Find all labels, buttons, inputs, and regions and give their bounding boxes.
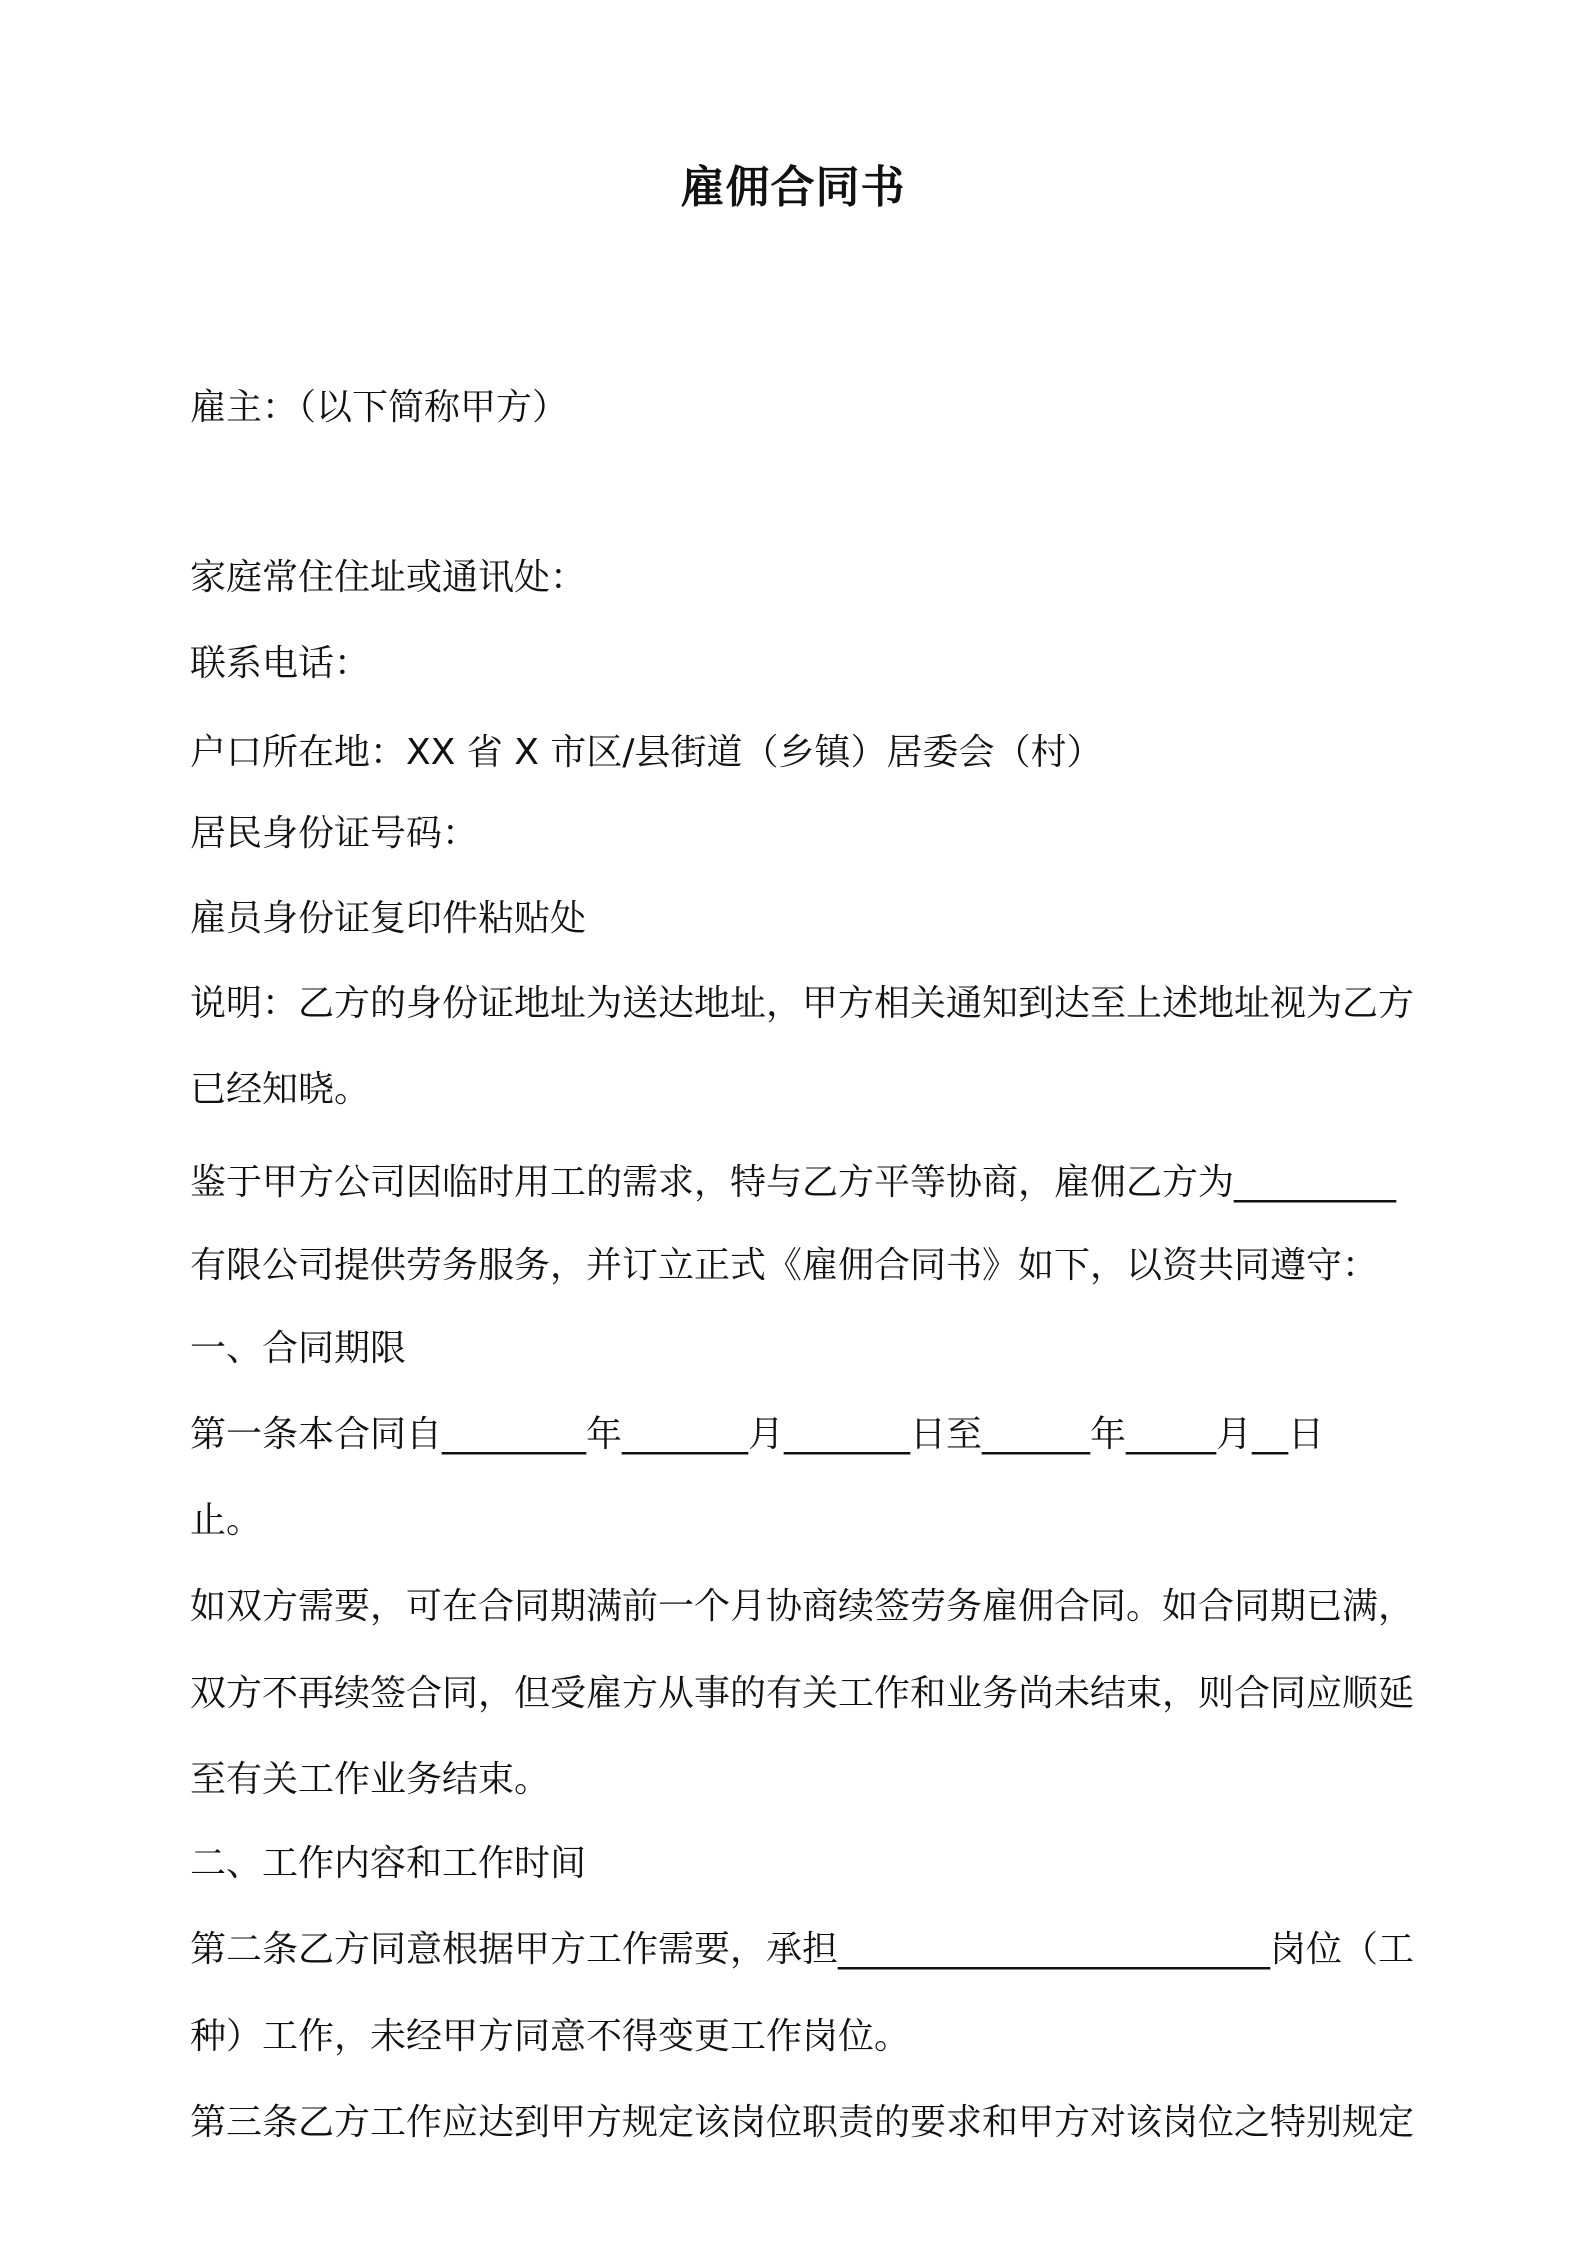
note-line-1: 说明：乙方的身份证地址为送达地址，甲方相关通知到达至上述地址视为乙方 — [190, 983, 1415, 1024]
note-line-2: 已经知晓。 — [190, 1069, 371, 1110]
article-1-line-2: 止。 — [190, 1500, 263, 1541]
article-3-line-1: 第三条乙方工作应达到甲方规定该岗位职责的要求和甲方对该岗位之特别规定 — [190, 2102, 1415, 2143]
section-2-heading: 二、工作内容和工作时间 — [190, 1843, 587, 1884]
preamble-line-1: 鉴于甲方公司因临时用工的需求，特与乙方平等协商，雇佣乙方为_________ — [190, 1162, 1397, 1203]
renewal-line-1: 如双方需要，可在合同期满前一个月协商续签劳务雇佣合同。如合同期已满， — [190, 1586, 1415, 1627]
hukou-line: 户口所在地：XX 省 X 市区/县街道（乡镇）居委会（村） — [190, 732, 1103, 773]
id-number-label: 居民身份证号码： — [190, 813, 479, 854]
preamble-line-2: 有限公司提供劳务服务，并订立正式《雇佣合同书》如下，以资共同遵守： — [190, 1245, 1379, 1286]
article-1-line-1: 第一条本合同自________年_______月_______日至______年_____月__日 — [190, 1414, 1325, 1455]
article-2-line-1: 第二条乙方同意根据甲方工作需要，承担________________________岗位（工 — [190, 1929, 1415, 1970]
id-copy-label: 雇员身份证复印件粘贴处 — [190, 898, 587, 939]
section-1-heading: 一、合同期限 — [190, 1328, 407, 1369]
renewal-line-3: 至有关工作业务结束。 — [190, 1759, 551, 1800]
address-label: 家庭常住住址或通讯处： — [190, 557, 587, 598]
renewal-line-2: 双方不再续签合同，但受雇方从事的有关工作和业务尚未结束，则合同应顺延 — [190, 1673, 1415, 1714]
employer-line: 雇主：（以下简称甲方） — [190, 387, 569, 428]
phone-label: 联系电话： — [190, 643, 371, 684]
document-title: 雇佣合同书 — [680, 162, 906, 213]
article-2-line-2: 种）工作，未经甲方同意不得变更工作岗位。 — [190, 2016, 911, 2057]
